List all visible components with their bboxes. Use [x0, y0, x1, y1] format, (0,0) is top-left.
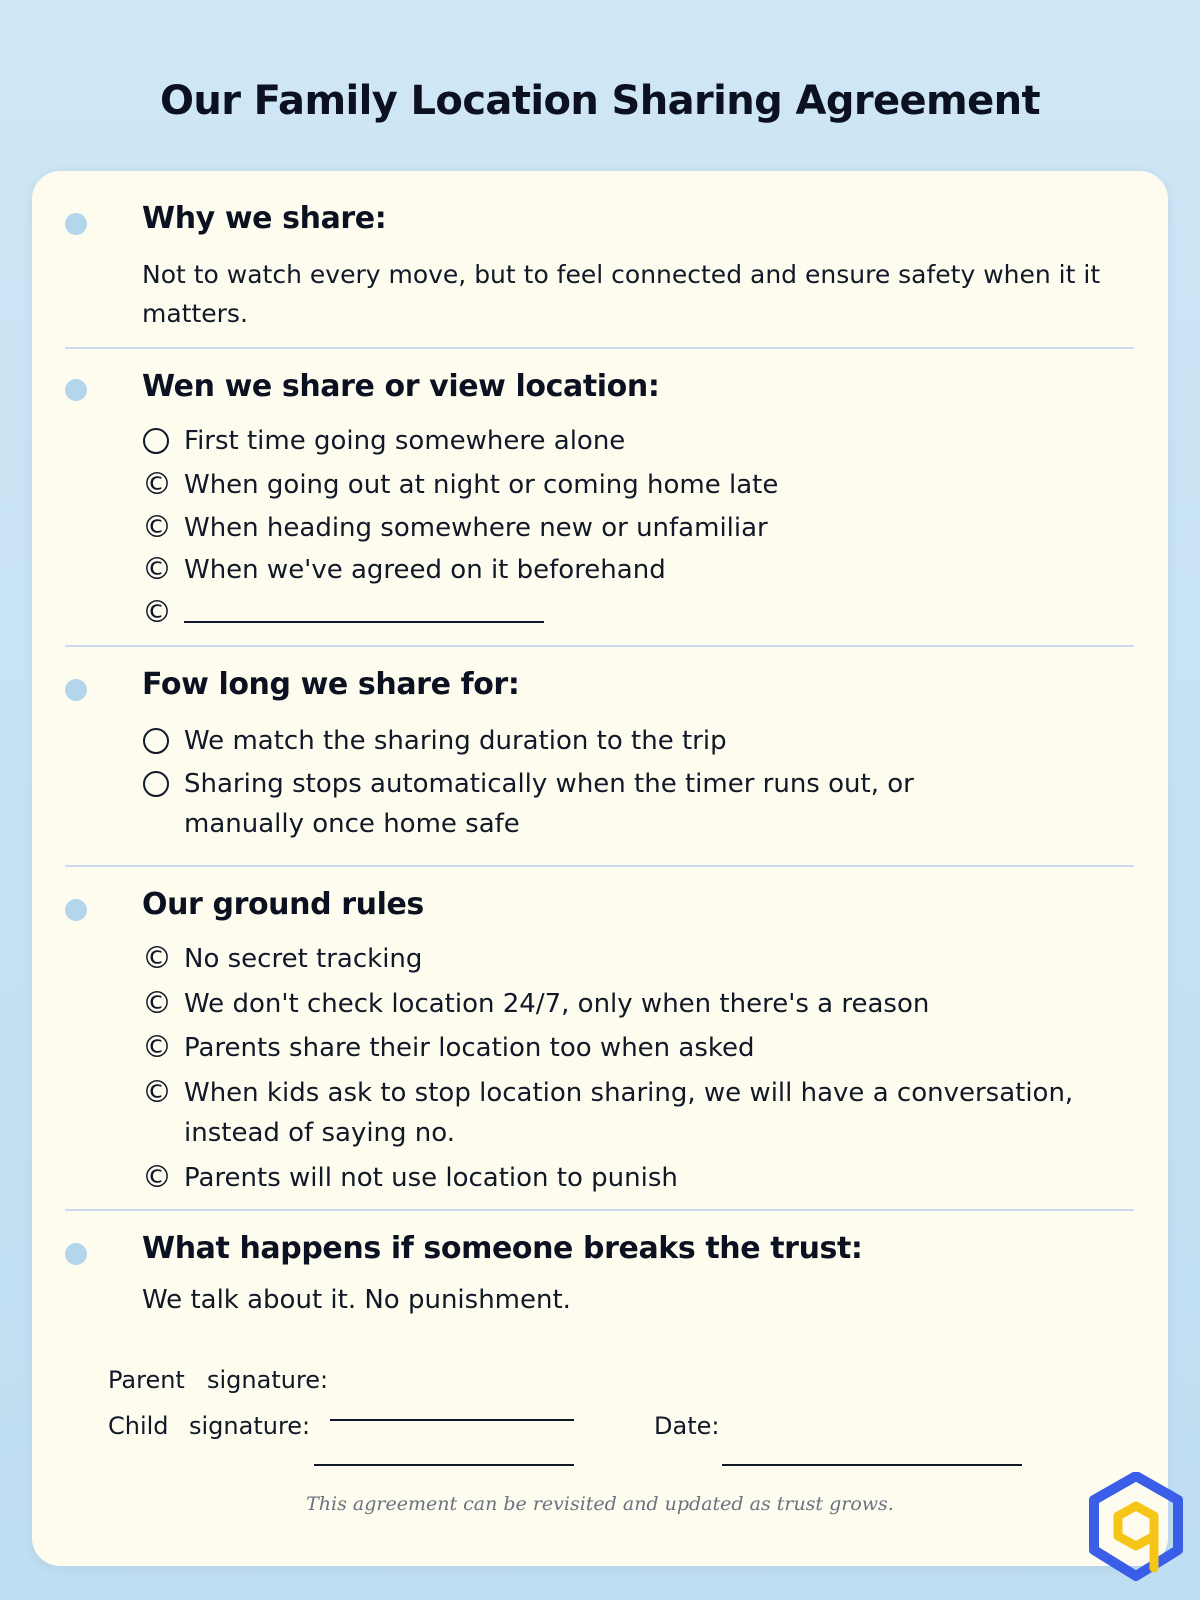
- copyright-circle-icon: ©: [142, 467, 172, 502]
- section-heading-when: Wen we share or view location:: [142, 369, 660, 404]
- list-item-text: We match the sharing duration to the trip: [184, 726, 727, 756]
- section-heading-why: Why we share:: [142, 201, 387, 236]
- section-ground-rules: [65, 887, 1134, 1211]
- list-item: [142, 421, 1114, 461]
- section-heading-trust: What happens if someone breaks the trust:: [142, 1231, 863, 1266]
- list-item-text: Parents will not use location to punish: [184, 1163, 678, 1193]
- section-heading-how-long: Fow long we share for:: [142, 667, 520, 702]
- list-item-text: When going out at night or coming home late: [184, 470, 779, 500]
- list-item-text: We don't check location 24/7, only when there's a reason: [184, 989, 930, 1019]
- section-why: [65, 201, 1134, 349]
- list-item: [142, 764, 964, 844]
- copyright-circle-icon: ©: [142, 1075, 172, 1110]
- list-item-text: No secret tracking: [184, 944, 423, 974]
- bullet-dot-icon: [65, 679, 87, 701]
- circle-outline-icon: [142, 721, 184, 761]
- parent-signature-line[interactable]: [330, 1419, 574, 1421]
- footer-note: This agreement can be revisited and updated as trust grows.: [306, 1493, 894, 1515]
- date-line[interactable]: [722, 1464, 1022, 1466]
- list-item-text: Parents share their location too when asked: [184, 1033, 755, 1063]
- list-item-text: When kids ask to stop location sharing, we will have a conversation, instead of saying no.: [184, 1078, 1074, 1148]
- list-item: [142, 550, 1114, 590]
- circle-outline-icon: [142, 764, 184, 804]
- list-item: [142, 939, 1114, 979]
- list-item: [142, 1158, 1114, 1198]
- page-title: Our Family Location Sharing Agreement: [159, 78, 1041, 124]
- section-trust: [65, 1231, 1134, 1331]
- agreement-card: [32, 171, 1168, 1566]
- list-item: [142, 1073, 1134, 1153]
- bullet-dot-icon: [65, 1243, 87, 1265]
- list-item: [142, 508, 1114, 548]
- copyright-circle-icon: ©: [142, 552, 172, 587]
- bullet-dot-icon: [65, 899, 87, 921]
- list-item: [142, 984, 1114, 1024]
- child-label: Child: [108, 1412, 169, 1440]
- parent-label: Parent: [108, 1366, 185, 1394]
- child-signature-line[interactable]: [314, 1464, 574, 1466]
- list-item-text: Sharing stops automatically when the timer runs out, or manually once home safe: [184, 769, 914, 839]
- copyright-circle-icon: ©: [142, 510, 172, 545]
- copyright-circle-icon: ©: [142, 986, 172, 1021]
- list-item: [142, 465, 1114, 505]
- section-text-trust: We talk about it. No punishment.: [142, 1285, 571, 1315]
- copyright-circle-icon: ©: [142, 1030, 172, 1065]
- parent-signature-label: signature:: [207, 1366, 329, 1394]
- bullet-dot-icon: [65, 213, 87, 235]
- section-heading-ground-rules: Our ground rules: [142, 887, 424, 922]
- section-text-why: Not to watch every move, but to feel connected and ensure safety when it it matters.: [142, 260, 1101, 328]
- list-item: [142, 721, 1114, 761]
- list-item-blank: [142, 593, 544, 633]
- copyright-circle-icon: ©: [142, 1160, 172, 1195]
- child-signature-label: signature:: [189, 1412, 311, 1440]
- copyright-circle-icon: ©: [142, 595, 172, 630]
- circle-outline-icon: [142, 421, 184, 461]
- bullet-dot-icon: [65, 379, 87, 401]
- fill-in-blank-line[interactable]: [184, 593, 544, 623]
- list-item-text: When we've agreed on it beforehand: [184, 555, 666, 585]
- copyright-circle-icon: ©: [142, 941, 172, 976]
- list-item-text: First time going somewhere alone: [184, 426, 626, 456]
- list-item: [142, 1028, 1114, 1068]
- section-when: [65, 369, 1134, 647]
- date-label: Date:: [654, 1412, 720, 1440]
- list-item-text: When heading somewhere new or unfamiliar: [184, 513, 768, 543]
- shield-logo-icon: [1086, 1472, 1186, 1584]
- section-how-long: [65, 667, 1134, 867]
